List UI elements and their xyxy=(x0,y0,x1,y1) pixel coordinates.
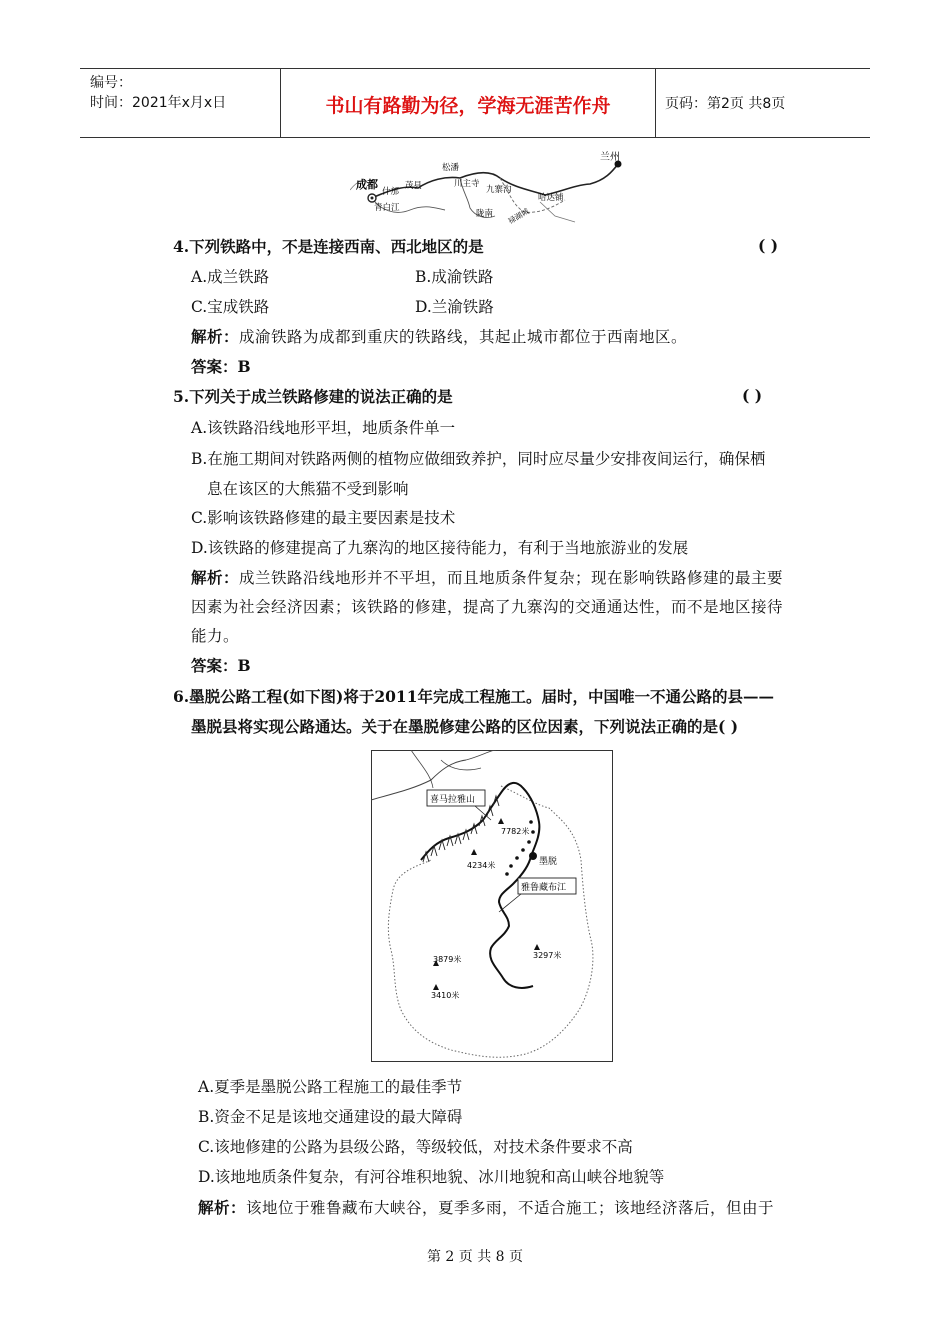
map2-label-3879m: 3879米 xyxy=(433,955,462,964)
map1-label-maoxian: 茂县 xyxy=(405,181,423,191)
q6-stem-line-1: 6.墨脱公路工程(如下图)将于2011年完成工程施工。届时，中国唯一不通公路的县—— xyxy=(173,687,774,706)
map1-label-lanzhou: 兰州 xyxy=(600,152,620,163)
q5-stem: 5.下列关于成兰铁路修建的说法正确的是 xyxy=(173,387,453,406)
q5-option-c: C.影响该铁路修建的最主要因素是技术 xyxy=(191,509,456,527)
map1-label-songpan: 松潘 xyxy=(442,163,460,173)
q5-explanation-line-2: 因素为社会经济因素；该铁路的修建，提高了九寨沟的交通通达性，而不是地区接待 xyxy=(191,598,784,616)
header-page-cell xyxy=(655,69,870,137)
q6-stem-line-2: 墨脱县将实现公路通达。关于在墨脱修建公路的区位因素，下列说法正确的是( ) xyxy=(191,717,739,736)
q6-explanation-label: 解析： xyxy=(198,1198,247,1217)
q4-explanation xyxy=(191,326,687,348)
map1-label-jiuzhaigou: 九寨沟 xyxy=(486,185,512,195)
q5-option-b: B.在施工期间对铁路两侧的植物应做细致养护，同时应尽量少安排夜间运行，确保栖 xyxy=(191,450,766,468)
motto: 书山有路勤为径，学海无涯苦作舟 xyxy=(325,95,611,117)
q4-option-b: B.成渝铁路 xyxy=(415,268,494,286)
q5-option-b-cont: 息在该区的大熊猫不受到影响 xyxy=(207,480,409,498)
q4-answer: 答案：B xyxy=(191,357,251,376)
q5-explanation-text-1: 成兰铁路沿线地形并不平坦，而且地质条件复杂；现在影响铁路修建的最主要 xyxy=(239,569,784,587)
medog-road-map xyxy=(371,750,613,1062)
map2-label-7782m: 7782米 xyxy=(501,827,530,836)
map1-label-chengdu: 成都 xyxy=(356,178,378,191)
q6-explanation-text: 该地位于雅鲁藏布大峡谷，夏季多雨，不适合施工；该地经济落后，但由于 xyxy=(246,1199,775,1217)
document-header xyxy=(80,68,870,138)
header-meta-cell xyxy=(80,69,280,137)
q4-explanation-label: 解析： xyxy=(191,327,240,346)
date-label: 时间：2021年x月x日 xyxy=(90,95,227,111)
page-footer: 第 2 页 共 8 页 xyxy=(426,1249,524,1265)
q6-option-b: B.资金不足是该地交通建设的最大障碍 xyxy=(198,1108,463,1126)
q5-explanation-line-1 xyxy=(191,567,783,589)
q5-option-d: D.该铁路的修建提高了九寨沟的地区接待能力，有利于当地旅游业的发展 xyxy=(191,539,689,557)
map1-label-hadapu: 哈达铺 xyxy=(538,193,564,203)
map1-label-luhucheng: 禄湖城 xyxy=(506,206,531,226)
number-label: 编号： xyxy=(90,75,132,91)
q6-option-a: A.夏季是墨脱公路工程施工的最佳季节 xyxy=(198,1078,463,1096)
q5-explanation-line-3: 能力。 xyxy=(191,627,240,645)
map2-label-4234m: 4234米 xyxy=(467,861,496,870)
q6-option-c: C.该地修建的公路为县级公路，等级较低，对技术条件要求不高 xyxy=(198,1138,633,1156)
q4-option-a: A.成兰铁路 xyxy=(191,268,270,286)
map1-label-shifang: 什邡 xyxy=(382,187,400,197)
map2-label-medog: 墨脱 xyxy=(539,857,558,867)
q4-option-d: D.兰渝铁路 xyxy=(415,298,494,316)
page-label: 页码：第2页 共8页 xyxy=(665,96,786,112)
map2-label-3410m: 3410米 xyxy=(431,991,460,1000)
q5-option-a: A.该铁路沿线地形平坦，地质条件单一 xyxy=(191,419,456,437)
q6-explanation xyxy=(198,1197,774,1219)
q4-answer-paren: ( ) xyxy=(758,236,779,255)
map1-label-qingbaijiang: 青白江 xyxy=(374,203,400,213)
map1-label-chuanzhusi: 川主寺 xyxy=(454,179,480,189)
map2-label-himalaya: 喜马拉雅山 xyxy=(430,795,476,805)
q6-option-d: D.该地地质条件复杂，有河谷堆积地貌、冰川地貌和高山峡谷地貌等 xyxy=(198,1168,665,1186)
q4-stem: 4.下列铁路中，不是连接西南、西北地区的是 xyxy=(173,237,484,256)
q4-option-c: C.宝成铁路 xyxy=(191,298,270,316)
header-motto-cell xyxy=(280,69,656,137)
q4-explanation-text: 成渝铁路为成都到重庆的铁路线，其起止城市都位于西南地区。 xyxy=(239,328,688,346)
chenglan-railway-map xyxy=(350,150,640,230)
map2-label-3297m: 3297米 xyxy=(533,951,562,960)
q5-answer: 答案：B xyxy=(191,656,251,675)
map1-label-longnan: 陇南 xyxy=(476,209,494,219)
q5-answer-paren: ( ) xyxy=(742,386,763,405)
q5-explanation-label: 解析： xyxy=(191,568,240,587)
map2-label-yarlung-tsangpo: 雅鲁藏布江 xyxy=(521,883,567,893)
